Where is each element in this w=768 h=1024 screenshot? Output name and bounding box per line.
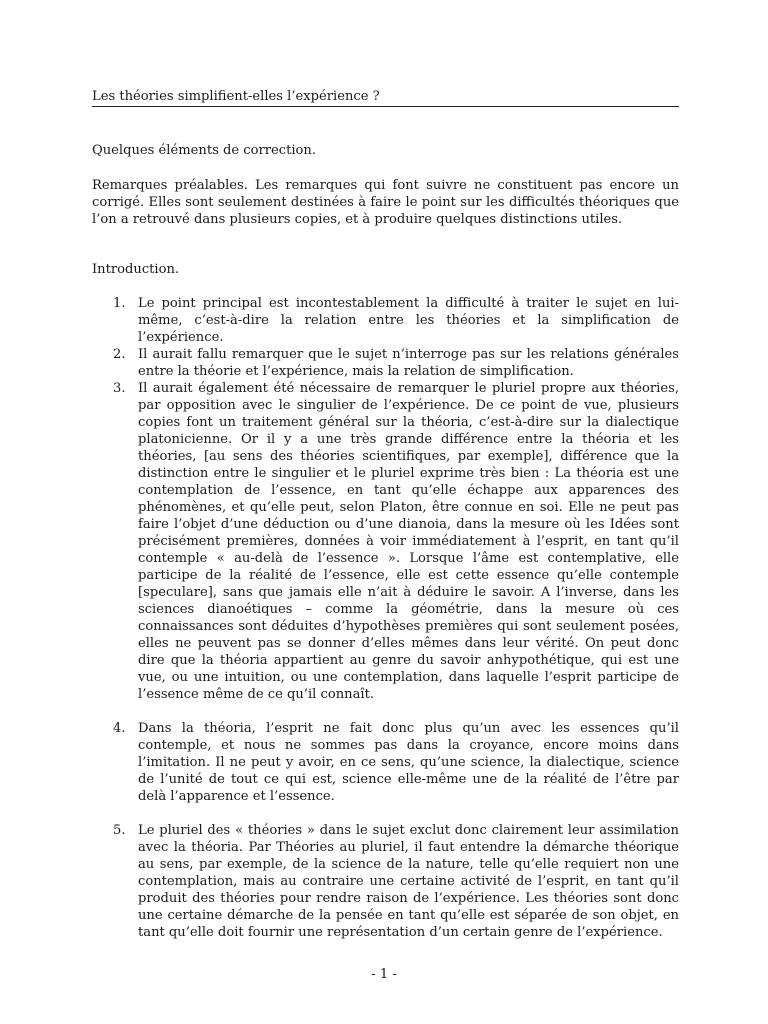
list-item xyxy=(92,380,679,703)
list-item-text: Il aurait également été nécessaire de remarquer le pluriel propre aux théories, par opposition avec le singulier de l’expérience. De ce point de vue, plusieurs copies font un traitement général sur la théoria, c’est-à-dire sur la dialectique platonicienne. Or il y a une très grande différence entre la théoria et les théories, [au sens des théories scientifiques, par exemple], différence que la distinction entre le singulier et le pluriel exprime très bien : La théoria est une contemplation de l’essence, en tant qu’elle échappe aux apparences des phénomènes, et qu’elle peut, selon Platon, être connue en soi. Elle ne peut pas faire l’objet d’une déduction ou d’une dianoia, dans la mesure où les Idées sont précisément premières, données à voir immédiatement à l’esprit, en tant qu’il contemple « au-delà de l’essence ». Lorsque l’âme est contemplative, elle participe de la réalité de l’essence, elle est cette essence qu’elle contemple [speculare], sans que jamais elle n’ait à déduire le savoir. A l’inverse, dans les sciences dianoétiques – comme la géométrie, dans la mesure où ces connaissances sont déduites d’hypothèses premières qui sont seulement posées, elles ne peuvent pas se donner d’elles mêmes dans leur vérité. On peut donc dire que la théoria appartient au genre du savoir anhypothétique, qui est une vue, ou une intuition, ou une contemplation, dans laquelle l’esprit participe de l’essence même de ce qu’il connaît. xyxy=(138,381,679,702)
document-page xyxy=(92,88,679,941)
list-item-number: 2. xyxy=(113,347,126,362)
list-item-number: 3. xyxy=(113,381,126,396)
page-header-title: Les théories simplifient-elles l’expérience ? xyxy=(92,88,679,107)
list-item-number: 1. xyxy=(113,296,126,311)
list-item xyxy=(92,822,679,941)
list-item xyxy=(92,720,679,805)
list-item xyxy=(92,295,679,346)
list-item-text: Le pluriel des « théories » dans le sujet exclut donc clairement leur assimilation avec la théoria. Par Théories au pluriel, il faut entendre la démarche théorique au sens, par exemple, de la science de la nature, telle qu’elle requiert non une contemplation, mais au contraire une certaine activité de l’esprit, en tant qu’il produit des théories pour rendre raison de l’expérience. Les théories sont donc une certaine démarche de la pensée en tant qu’elle est séparée de son objet, en tant qu’elle doit fournir une représentation d’un certain genre de l’expérience. xyxy=(138,823,679,940)
introduction-heading: Introduction. xyxy=(92,262,180,277)
list-item-text: Il aurait fallu remarquer que le sujet n’interroge pas sur les relations générales entre la théorie et l’expérience, mais la relation de simplification. xyxy=(138,347,679,379)
list-item-number: 4. xyxy=(113,721,126,736)
list-item-number: 5. xyxy=(113,823,126,838)
list-item xyxy=(92,346,679,380)
preliminary-remarks-paragraph: Remarques préalables. Les remarques qui font suivre ne constituent pas encore un corrigé. Elles sont seulement destinées à faire le point sur les difficultés théoriques que l’on a retrouvé dans plusieurs copies, et à produire quelques distinctions utiles. xyxy=(92,178,679,227)
list-item-text: Dans la théoria, l’esprit ne fait donc plus qu’un avec les essences qu’il contemple, et nous ne sommes pas dans la croyance, encore moins dans l’imitation. Il ne peut y avoir, en ce sens, qu’une science, la dialectique, science de l’unité de tout ce qui est, science elle-même une de la réalité de l’être par delà l’apparence et l’essence. xyxy=(138,721,679,804)
numbered-points-list xyxy=(92,295,679,941)
document-subtitle: Quelques éléments de correction. xyxy=(92,143,317,158)
list-item-text: Le point principal est incontestablement la difficulté à traiter le sujet en lui-même, c’est-à-dire la relation entre les théories et la simplification de l’expérience. xyxy=(138,296,679,345)
page-number: - 1 - xyxy=(371,967,397,982)
